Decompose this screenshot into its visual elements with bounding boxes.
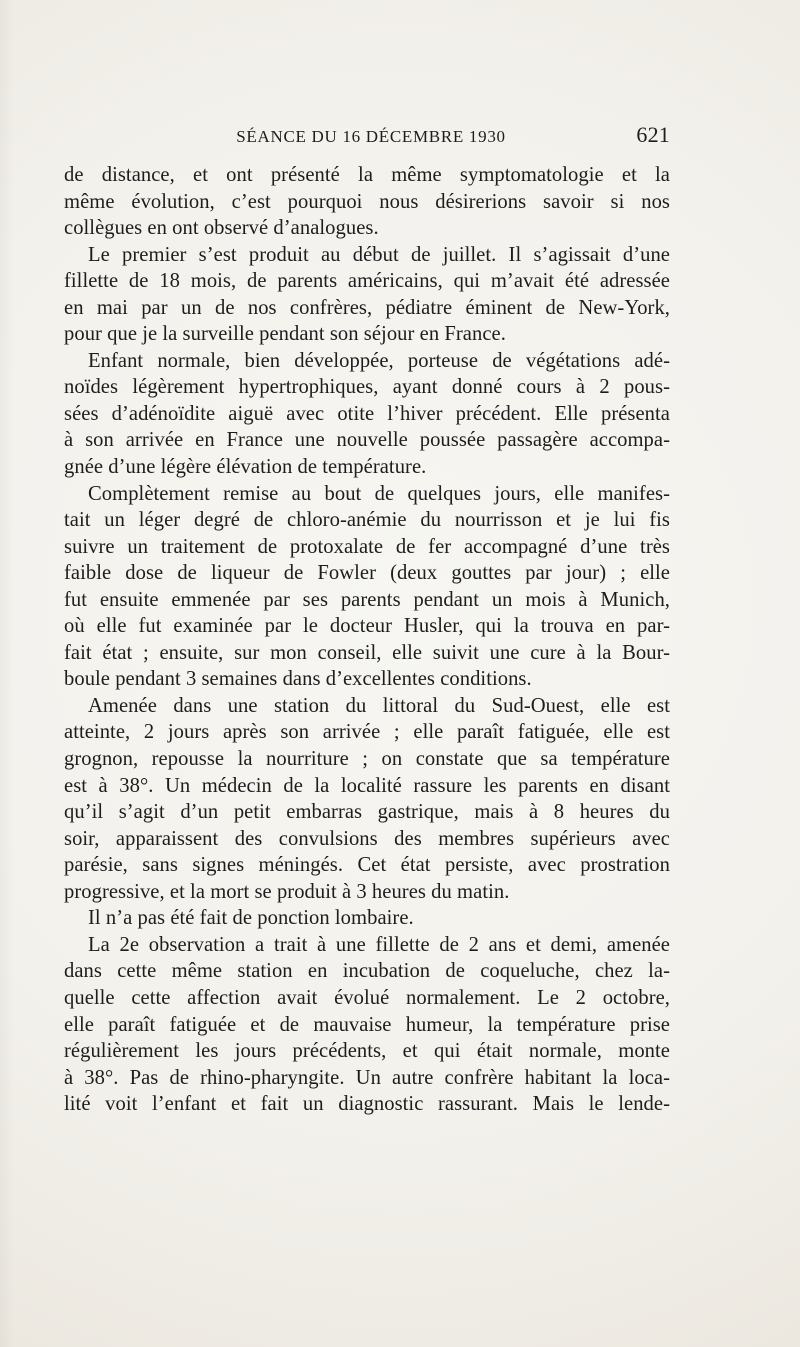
body-line-32: quelle cette affection avait évolué normalement. Le 2 octobre, <box>64 986 670 1009</box>
body-line-36: lité voit l’enfant et fait un diagnostic rassurant. Mais le lende- <box>64 1093 670 1116</box>
body-line-5: fillette de 18 mois, de parents américains, qui m’avait été adressée <box>64 270 670 293</box>
body-line-25: qu’il s’agit d’un petit embarras gastrique, mais à 8 heures du <box>64 801 670 824</box>
body-line-27: parésie, sans signes méningés. Cet état persiste, avec prostration <box>64 854 670 877</box>
body-line-2: même évolution, c’est pourquoi nous désirerions savoir si nos <box>64 190 670 213</box>
running-head: SÉANCE DU 16 DÉCEMBRE 1930 <box>236 127 506 146</box>
body-line-18: où elle fut examinée par le docteur Husler, qui la trouva en par- <box>64 615 670 638</box>
body-line-22: atteinte, 2 jours après son arrivée ; elle paraît fatiguée, elle est <box>64 721 670 744</box>
body-line-16: faible dose de liqueur de Fowler (deux gouttes par jour) ; elle <box>64 562 670 585</box>
body-line-19: fait état ; ensuite, sur mon conseil, elle suivit une cure à la Bour- <box>64 641 670 664</box>
body-line-30: La 2e observation a trait à une fillette de 2 ans et demi, amenée <box>88 933 670 956</box>
body-line-35: à 38°. Pas de rhino-pharyngite. Un autre confrère habitant la loca- <box>64 1066 670 1089</box>
body-line-3: collègues en ont observé d’analogues. <box>64 217 379 240</box>
body-line-20: boule pendant 3 semaines dans d’excellentes conditions. <box>64 668 532 691</box>
body-line-33: elle paraît fatiguée et de mauvaise humeur, la température prise <box>64 1013 670 1036</box>
body-line-26: soir, apparaissent des convulsions des membres supérieurs avec <box>64 827 670 850</box>
body-line-7: pour que je la surveille pendant son séjour en France. <box>64 323 506 346</box>
body-line-1: de distance, et ont présenté la même symptomatologie et la <box>64 164 670 186</box>
body-line-9: noïdes légèrement hypertrophiques, ayant donné cours à 2 pous- <box>64 376 670 399</box>
page-header <box>64 122 670 156</box>
body-line-6: en mai par un de nos confrères, pédiatre éminent de New-York, <box>64 296 670 319</box>
body-line-31: dans cette même station en incubation de coqueluche, chez la- <box>64 960 670 983</box>
body-line-24: est à 38°. Un médecin de la localité rassure les parents en disant <box>64 774 670 797</box>
body-line-10: sées d’adénoïdite aiguë avec otite l’hiver précédent. Elle présenta <box>64 402 670 425</box>
body-line-28: progressive, et la mort se produit à 3 heures du matin. <box>64 880 510 903</box>
page-number: 621 <box>636 122 670 147</box>
body-line-14: tait un léger degré de chloro-anémie du nourrisson et je lui fis <box>64 509 670 532</box>
paper-edge-shadow <box>0 0 14 1347</box>
body-line-11: à son arrivée en France une nouvelle poussée passagère accompa- <box>64 429 670 452</box>
body-line-13: Complètement remise au bout de quelques jours, elle manifes- <box>88 482 670 505</box>
body-line-29: Il n’a pas été fait de ponction lombaire. <box>88 907 414 930</box>
body-line-34: régulièrement les jours précédents, et qui était normale, monte <box>64 1040 670 1063</box>
body-line-23: grognon, repousse la nourriture ; on constate que sa température <box>64 748 670 771</box>
body-line-4: Le premier s’est produit au début de juillet. Il s’agissait d’une <box>88 243 670 266</box>
body-line-17: fut ensuite emmenée par ses parents pendant un mois à Munich, <box>64 588 670 611</box>
body-line-21: Amenée dans une station du littoral du Sud-Ouest, elle est <box>88 694 670 717</box>
body-text <box>64 160 670 1118</box>
body-line-15: suivre un traitement de protoxalate de fer accompagné d’une très <box>64 535 670 558</box>
body-line-8: Enfant normale, bien développée, porteuse de végétations adé- <box>88 349 670 372</box>
body-line-12: gnée d’une légère élévation de température. <box>64 456 427 479</box>
